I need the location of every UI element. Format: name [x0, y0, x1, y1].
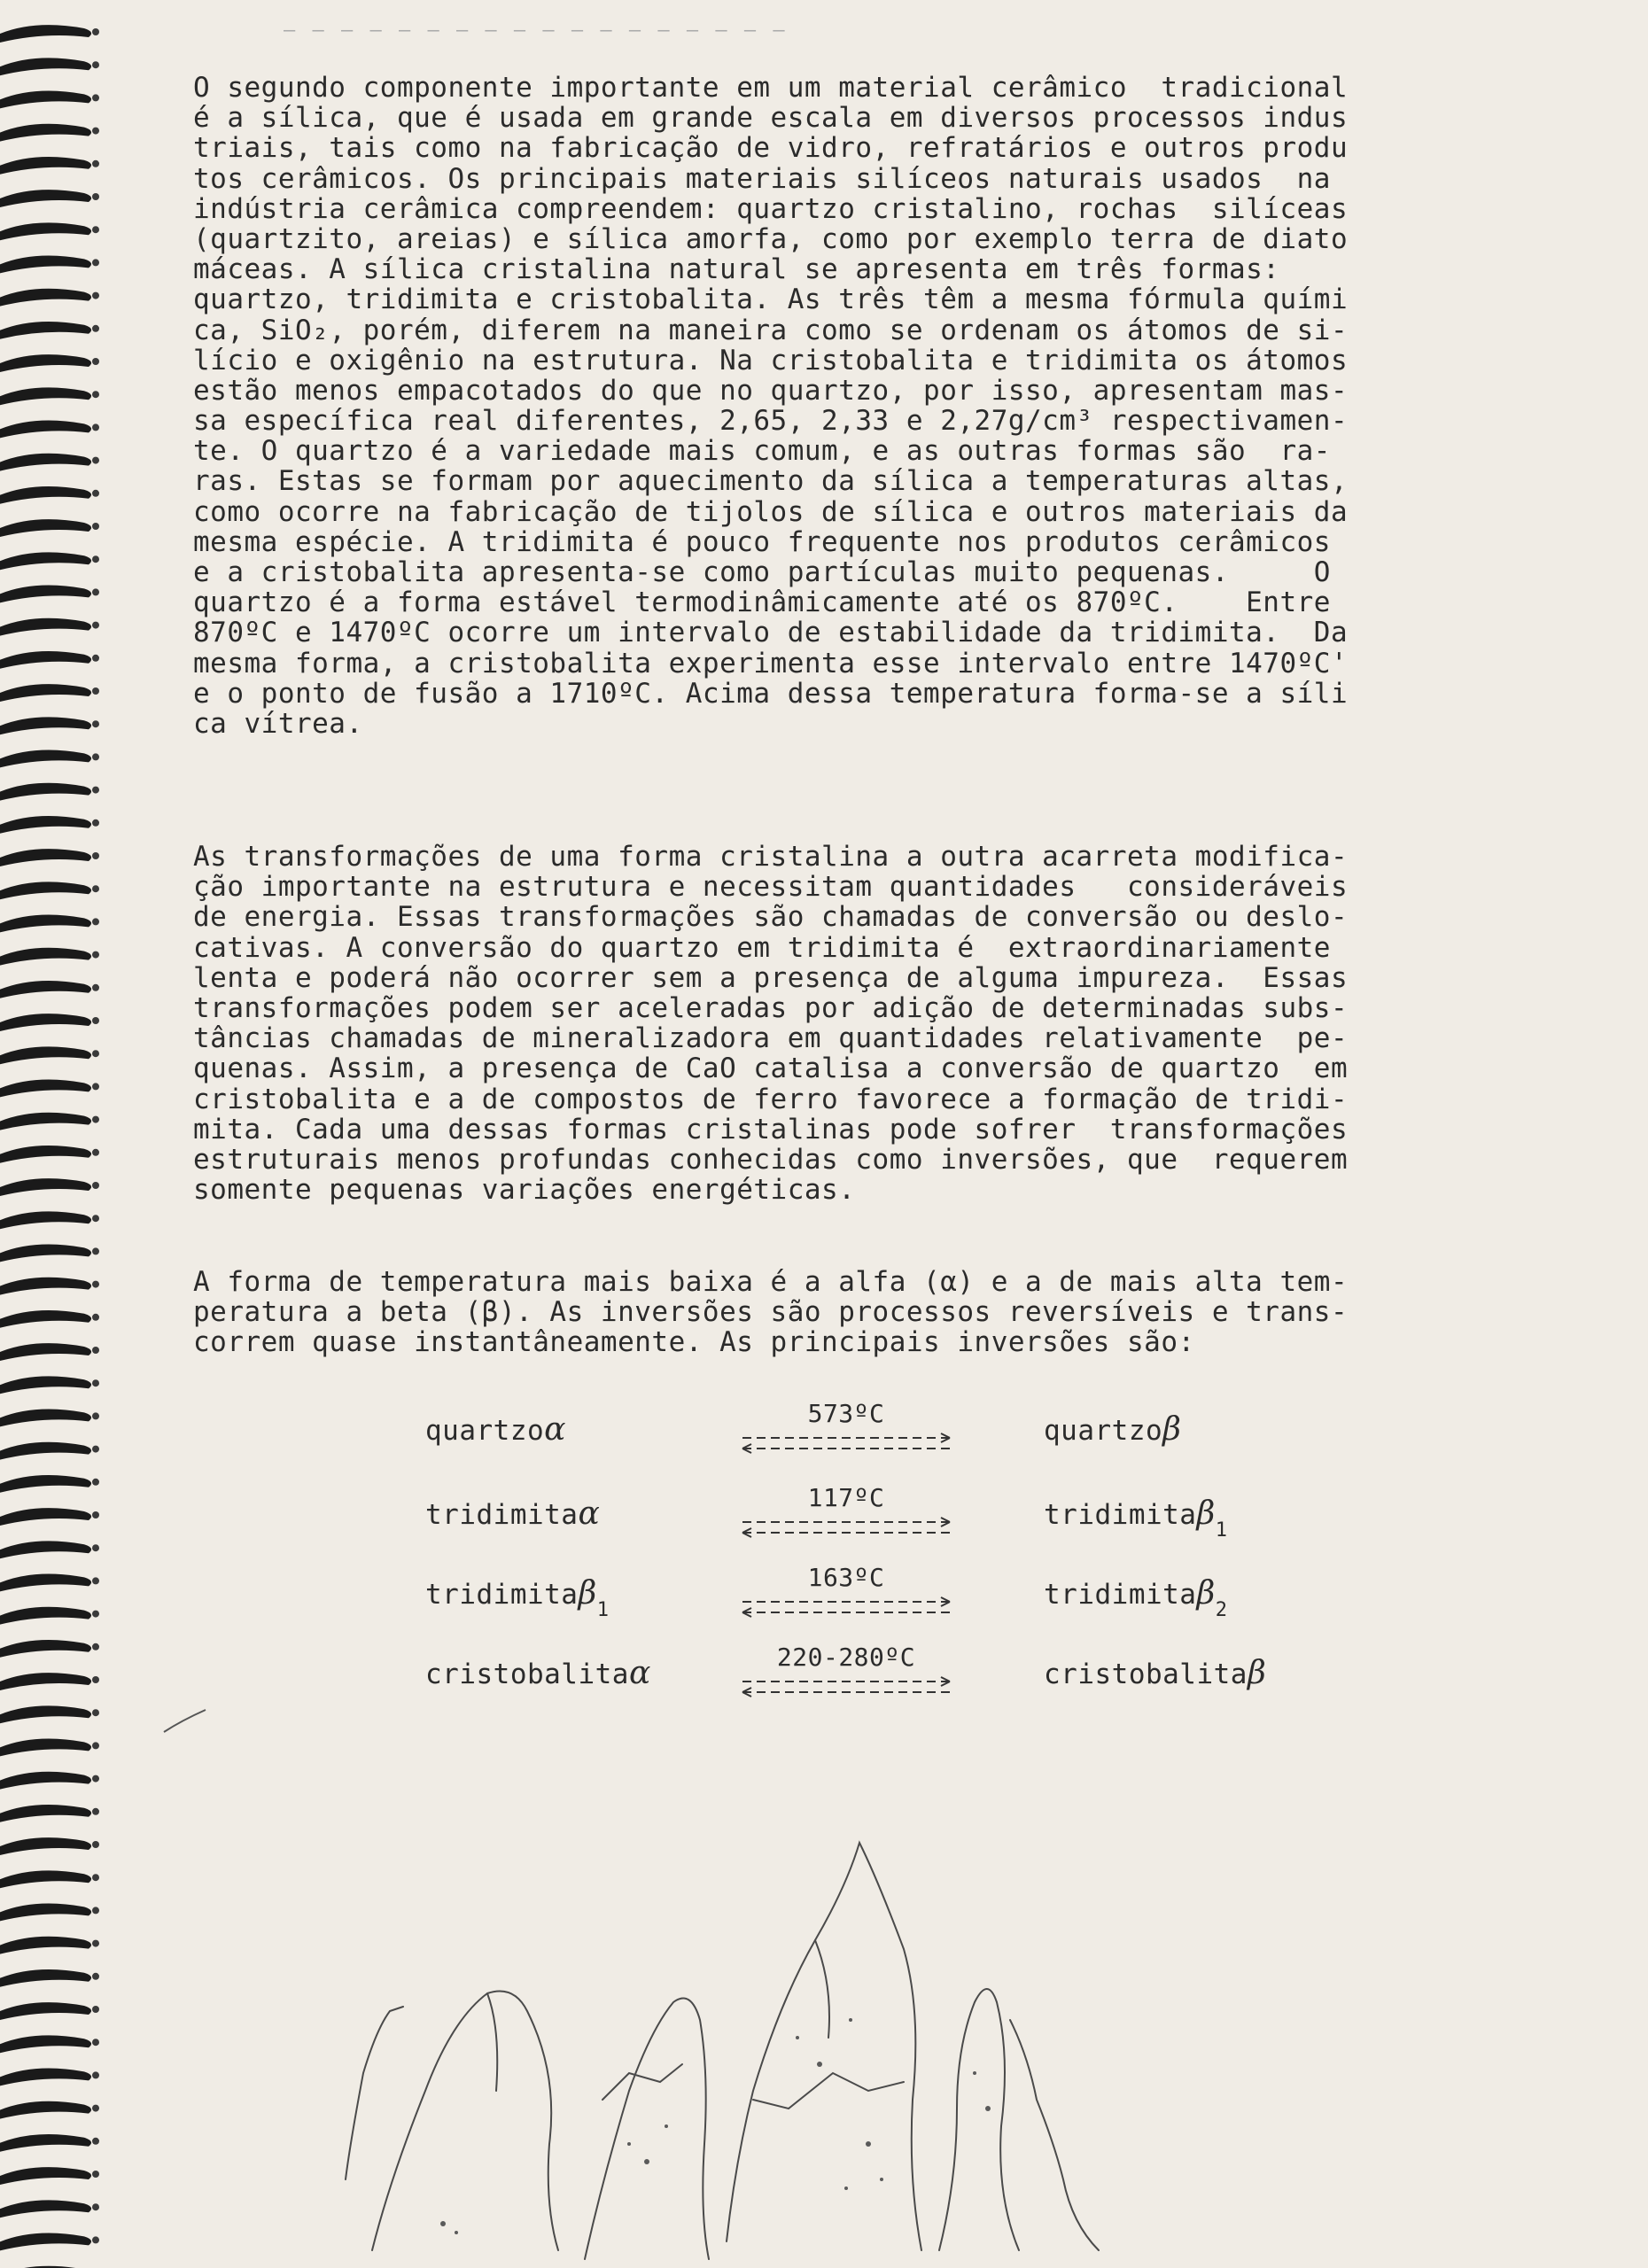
binding-ring — [0, 1805, 99, 1822]
binding-ring — [0, 1607, 99, 1625]
para1-line: 870ºC e 1470ºC ocorre um intervalo de estabilidade da tridimita. Da — [193, 617, 1349, 649]
low-temp-form: cristobalitaα — [425, 1655, 651, 1691]
binding-ring — [0, 750, 99, 768]
binding-ring — [0, 1739, 99, 1757]
inversion-row — [425, 1643, 1311, 1701]
binding-ring — [0, 1146, 99, 1163]
binding-ring — [0, 2101, 99, 2119]
para2-line: cativas. A conversão do quartzo em tridimita é extraordinariamente — [193, 931, 1331, 964]
para1-line: ca vítrea. — [193, 707, 363, 740]
para3-line: correm quase instantâneamente. As principais inversões são: — [193, 1326, 1195, 1359]
low-temp-form: tridimitaα — [425, 1495, 601, 1532]
binding-ring — [0, 1574, 99, 1592]
para1-line: mesma espécie. A tridimita é pouco frequente nos produtos cerâmicos — [193, 525, 1331, 558]
inversion-temperature: 220-280ºC — [776, 1643, 916, 1672]
para3-line: A forma de temperatura mais baixa é a alfa (α) e a de mais alta tem- — [193, 1266, 1349, 1298]
binding-ring — [0, 915, 99, 933]
reversible-arrow-icon — [735, 1413, 957, 1457]
binding-ring — [0, 2035, 99, 2053]
binding-ring — [0, 1113, 99, 1130]
para2-line: mita. Cada uma dessas formas cristalinas pode sofrer transformações — [193, 1113, 1349, 1146]
binding-ring — [0, 91, 99, 109]
binding-ring — [0, 354, 99, 372]
binding-ring — [0, 222, 99, 240]
high-temp-form: quartzoβ — [1044, 1411, 1182, 1448]
binding-ring — [0, 1837, 99, 1855]
binding-ring — [0, 816, 99, 834]
binding-ring — [0, 1969, 99, 1987]
para1-line: é a sílica, que é usada em grande escala em diversos processos indus — [193, 102, 1349, 135]
binding-ring — [0, 58, 99, 75]
binding-ring — [0, 1343, 99, 1361]
inversion-temperature: 163ºC — [807, 1563, 885, 1592]
binding-ring — [0, 454, 99, 471]
binding-ring — [0, 2069, 99, 2086]
reversible-arrow-icon — [735, 1577, 957, 1621]
binding-ring — [0, 2233, 99, 2251]
para1-line: mesma forma, a cristobalita experimenta esse intervalo entre 1470ºC' — [193, 647, 1349, 680]
para1-line: lício e oxigênio na estrutura. Na cristobalita e tridimita os átomos — [193, 344, 1349, 377]
binding-ring — [0, 849, 99, 866]
para2-line: de energia. Essas transformações são chamadas de conversão ou deslo- — [193, 901, 1349, 934]
para2-line: somente pequenas variações energéticas. — [193, 1174, 856, 1207]
crystal-sketch-illustration — [337, 1807, 1294, 2268]
para1-line: e o ponto de fusão a 1710ºC. Acima dessa temperatura forma-se a síli — [193, 677, 1349, 710]
binding-ring — [0, 981, 99, 998]
binding-ring — [0, 25, 99, 43]
para1-line: como ocorre na fabricação de tijolos de sílica e outros materiais da — [193, 495, 1349, 528]
binding-ring — [0, 552, 99, 570]
binding-ring — [0, 289, 99, 307]
binding-ring — [0, 322, 99, 339]
low-temp-form: quartzoα — [425, 1411, 566, 1448]
binding-ring — [0, 1772, 99, 1790]
binding-ring — [0, 421, 99, 439]
binding-ring — [0, 387, 99, 405]
high-temp-form: tridimitaβ$_2$ — [1044, 1575, 1228, 1621]
para1-line: estão menos empacotados do que no quartzo, por isso, apresentam mas- — [193, 374, 1349, 407]
binding-ring — [0, 2002, 99, 2020]
binding-ring — [0, 1508, 99, 1526]
binding-ring — [0, 1705, 99, 1723]
para2-line: transformações podem ser aceleradas por adição de determinadas subs- — [193, 991, 1349, 1024]
binding-ring — [0, 486, 99, 504]
para3-line: peratura a beta (β). As inversões são processos reversíveis e trans- — [193, 1296, 1349, 1329]
binding-ring — [0, 1442, 99, 1460]
para2-line: cristobalita e a de compostos de ferro favorece a formação de tridi- — [193, 1083, 1349, 1115]
para2-line: As transformações de uma forma cristalina a outra acarreta modifica- — [193, 841, 1349, 873]
low-temp-form: tridimitaβ$_1$ — [425, 1575, 610, 1621]
binding-ring — [0, 2134, 99, 2152]
binding-ring — [0, 1541, 99, 1558]
para1-line: ras. Estas se formam por aquecimento da sílica a temperaturas altas, — [193, 465, 1349, 498]
inversion-temperature: 117ºC — [807, 1483, 885, 1512]
binding-ring — [0, 882, 99, 899]
high-temp-form: tridimitaβ$_1$ — [1044, 1495, 1228, 1542]
para1-line: sa específica real diferentes, 2,65, 2,33 e 2,27g/cm³ respectivamen- — [193, 405, 1349, 438]
binding-ring — [0, 1211, 99, 1229]
para1-line: (quartzito, areias) e sílica amorfa, como por exemplo terra de diato — [193, 222, 1349, 255]
inversion-row — [425, 1399, 1311, 1457]
binding-ring — [0, 1245, 99, 1262]
para1-line: O segundo componente importante em um material cerâmico tradicional — [193, 72, 1349, 104]
stray-pencil-mark — [159, 1701, 213, 1736]
binding-ring — [0, 2167, 99, 2185]
binding-ring — [0, 1080, 99, 1098]
binding-ring — [0, 190, 99, 207]
para1-line: máceas. A sílica cristalina natural se apresenta em três formas: — [193, 253, 1280, 286]
spiral-binding — [0, 0, 106, 2268]
binding-ring — [0, 948, 99, 966]
para1-line: indústria cerâmica compreendem: quartzo cristalino, rochas silíceas — [193, 192, 1349, 225]
binding-ring — [0, 1904, 99, 1922]
paragraph-transformations — [193, 842, 1562, 1205]
binding-ring — [0, 586, 99, 603]
para2-line: tâncias chamadas de mineralizadora em quantidades relativamente pe- — [193, 1022, 1349, 1055]
binding-ring — [0, 1046, 99, 1064]
inversion-row — [425, 1483, 1311, 1542]
para2-line: ção importante na estrutura e necessitam quantidades consideráveis — [193, 871, 1349, 904]
binding-ring — [0, 1475, 99, 1493]
para2-line: quenas. Assim, a presença de CaO catalisa a conversão de quartzo em — [193, 1052, 1349, 1085]
faded-page-header: — — — — — — — — — — — — — — — — — — — [284, 19, 788, 42]
binding-ring — [0, 519, 99, 537]
para2-line: lenta e poderá não ocorrer sem a presença de alguma impureza. Essas — [193, 961, 1349, 994]
inversion-temperature: 573ºC — [807, 1399, 885, 1428]
binding-ring — [0, 1014, 99, 1031]
para1-line: quartzo, tridimita e cristobalita. As três têm a mesma fórmula quími — [193, 284, 1349, 316]
binding-ring — [0, 1376, 99, 1394]
binding-ring — [0, 1870, 99, 1888]
para1-line: e a cristobalita apresenta-se como partículas muito pequenas. O — [193, 556, 1331, 588]
binding-ring — [0, 717, 99, 734]
reversible-arrow-icon — [735, 1657, 957, 1701]
paragraph-inversions-intro — [193, 1267, 1562, 1358]
para1-line: te. O quartzo é a variedade mais comum, e as outras formas são ra- — [193, 435, 1331, 468]
binding-ring — [0, 1937, 99, 1954]
reversible-arrow-icon — [735, 1497, 957, 1542]
para1-line: triais, tais como na fabricação de vidro, refratários e outros produ — [193, 132, 1349, 165]
binding-ring — [0, 651, 99, 669]
para1-line: ca, SiO₂, porém, diferem na maneira como se ordenam os átomos de si- — [193, 314, 1349, 346]
binding-ring — [0, 1310, 99, 1328]
inversion-row — [425, 1563, 1311, 1621]
binding-ring — [0, 1178, 99, 1196]
high-temp-form: cristobalitaβ — [1044, 1655, 1267, 1691]
binding-ring — [0, 157, 99, 175]
binding-ring — [0, 2200, 99, 2218]
binding-ring — [0, 1673, 99, 1690]
binding-ring — [0, 256, 99, 274]
binding-ring — [0, 1410, 99, 1427]
binding-ring — [0, 124, 99, 142]
para2-line: estruturais menos profundas conhecidas como inversões, que requerem — [193, 1143, 1349, 1176]
binding-ring — [0, 1640, 99, 1658]
para1-line: tos cerâmicos. Os principais materiais silíceos naturais usados na — [193, 162, 1331, 195]
binding-ring — [0, 1278, 99, 1295]
para1-line: quartzo é a forma estável termodinâmicamente até os 870ºC. Entre — [193, 586, 1331, 619]
paragraph-silica-forms — [193, 73, 1562, 739]
binding-ring — [0, 783, 99, 801]
binding-ring — [0, 684, 99, 702]
binding-ring — [0, 618, 99, 636]
